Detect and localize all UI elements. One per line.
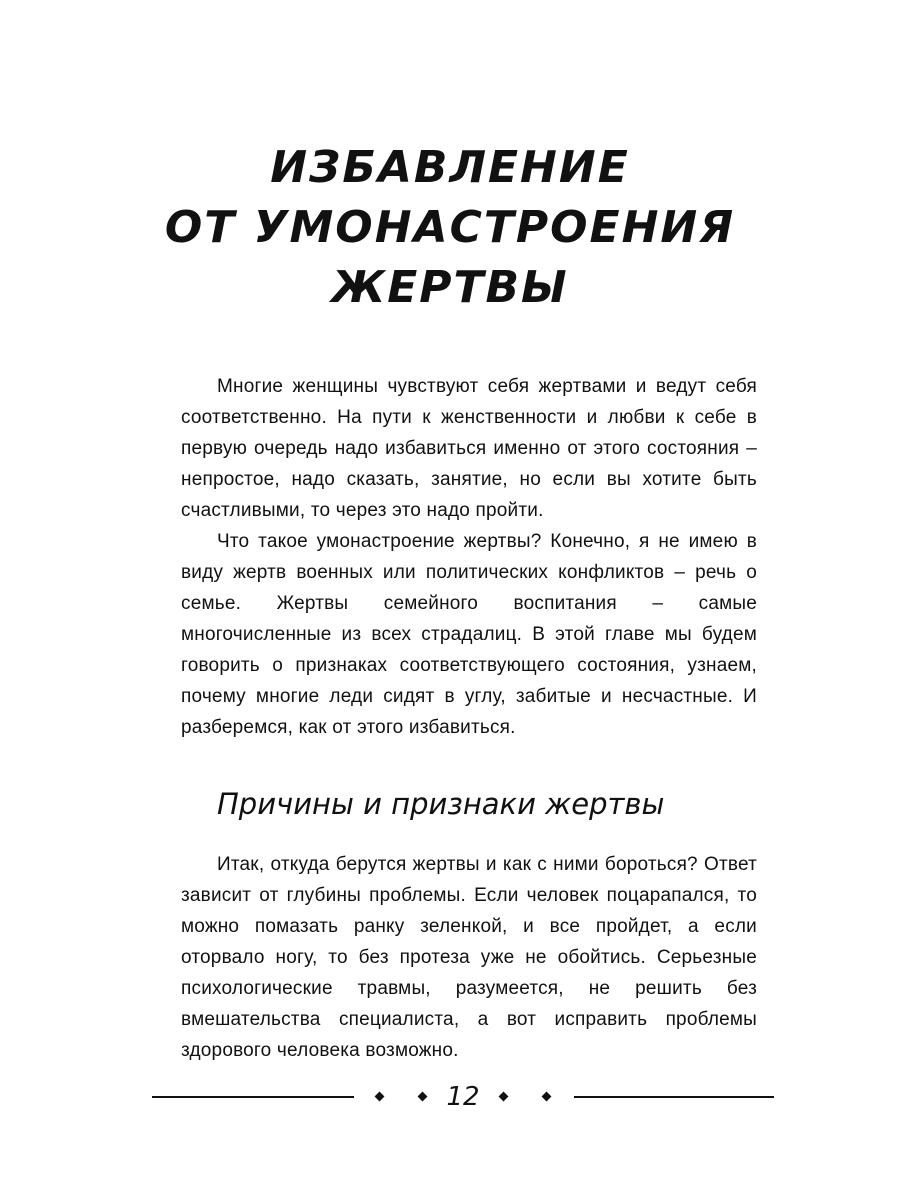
section-title: Причины и признаки жертвы	[217, 787, 665, 821]
intro-paragraph-2: Что такое умонастроение жертвы? Конечно, я не имею в виду жертв военных или политических конфликтов – речь о семье. Жертвы семейного воспитания – самые многочисленные из всех страдалиц. В этой главе мы будем говорить о признаках соответствующего состояния, узнаем, почему многие леди сидят в углу, забитые и несчастные. И разберемся, как от этого избавиться.	[181, 531, 757, 738]
page-number: 12	[446, 1082, 480, 1112]
chapter-title-line-2: ОТ УМОНАСТРОЕНИЯ	[164, 202, 736, 253]
footer-rule-left	[152, 1096, 354, 1098]
footer-dot-icon	[418, 1092, 428, 1102]
footer-dot-icon	[499, 1092, 509, 1102]
section-text	[181, 849, 757, 1066]
footer-dot-icon	[542, 1092, 552, 1102]
page-footer	[152, 1076, 774, 1118]
intro-paragraph-1: Многие женщины чувствуют себя жертвами и ведут себя соответственно. На пути к женственности и любви к себе в первую очередь надо избавиться именно от этого состояния – непростое, надо сказать, занятие, но если вы хотите быть счастливыми, то через это надо пройти.	[181, 376, 757, 521]
section-paragraph-1: Итак, откуда берутся жертвы и как с ними бороться? Ответ зависит от глубины проблемы. Если человек поцарапался, то можно помазать ранку зеленкой, и все пройдет, а если оторвало ногу, то без протеза уже не обойтись. Серьезные психологические травмы, разумеется, не решить без вмешательства специалиста, а вот исправить проблемы здорового человека возможно.	[181, 854, 757, 1061]
chapter-title-line-3: ЖЕРТВЫ	[331, 262, 569, 313]
intro-text	[181, 371, 757, 743]
chapter-title-line-1: ИЗБАВЛЕНИЕ	[270, 142, 630, 193]
footer-dot-icon	[375, 1092, 385, 1102]
footer-rule-right	[574, 1096, 774, 1098]
chapter-title	[0, 138, 900, 318]
